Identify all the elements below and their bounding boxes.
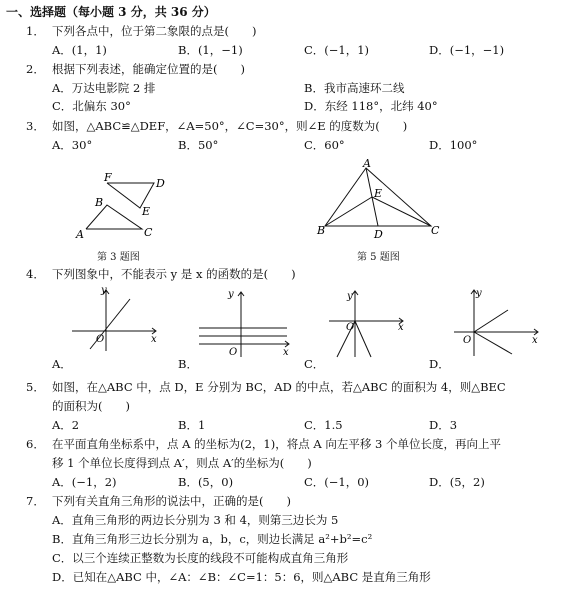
segment-be: [325, 197, 372, 226]
graph-a: [68, 285, 163, 355]
question-6-stem-continued: 移 1 个单位长度得到点 A′，则点 A′的坐标为( ): [52, 456, 312, 470]
question-7-stem: 下列有关直角三角形的说法中，正确的是( ): [52, 494, 291, 508]
question-5-option-c[interactable]: C．1.5: [304, 418, 343, 432]
question-7-option-d[interactable]: D．已知在△ABC 中，∠A：∠B：∠C=1：5：6，则△ABC 是直角三角形: [52, 570, 431, 584]
question-5-number: 5．: [26, 380, 45, 394]
question-6-number: 6．: [26, 437, 45, 451]
question-1-option-c[interactable]: C．(−1，1): [304, 43, 370, 57]
question-3-option-c[interactable]: C．60°: [304, 138, 345, 152]
question-5-stem: 如图，在△ABC 中，点 D，E 分别为 BC，AD 的中点，若△ABC 的面积为 4，则△BEC: [52, 380, 506, 394]
question-3-number: 3．: [26, 119, 45, 133]
question-3-option-a[interactable]: A．30°: [52, 138, 93, 152]
figure-5-diagram: [315, 158, 445, 244]
question-2-stem: 根据下列表述，能确定位置的是( ): [52, 62, 245, 76]
question-5-stem-continued: 的面积为( ): [52, 399, 130, 413]
question-4-option-c[interactable]: C．: [304, 357, 325, 371]
question-6-option-d[interactable]: D．(5，2): [429, 475, 485, 489]
graph-b-x-label: x: [283, 347, 289, 358]
question-2-option-d[interactable]: D．东经 118°，北纬 40°: [304, 99, 438, 113]
question-3-option-b[interactable]: B．50°: [178, 138, 219, 152]
question-5-option-d[interactable]: D．3: [429, 418, 458, 432]
figure-3-label-e: E: [142, 205, 151, 218]
question-7-number: 7．: [26, 494, 45, 508]
question-6-option-a[interactable]: A．(−1，2): [52, 475, 117, 489]
question-4-option-d[interactable]: D．: [429, 357, 450, 371]
graph-a-x-label: x: [151, 334, 157, 345]
graph-a-origin: O: [96, 334, 105, 345]
question-2-option-c[interactable]: C．北偏东 30°: [52, 99, 131, 113]
figure-5-label-e: E: [374, 187, 383, 200]
figure-3-label-d: D: [156, 177, 165, 190]
graph-c-origin: O: [346, 322, 355, 333]
figure-3-label-b: B: [95, 196, 104, 209]
question-1-option-a[interactable]: A．(1，1): [52, 43, 107, 57]
graph-d-origin: O: [463, 335, 472, 346]
graph-d-y-label: y: [476, 288, 482, 299]
figure-5-label-d: D: [374, 228, 383, 241]
question-4-stem: 下列图象中，不能表示 y 是 x 的函数的是( ): [52, 267, 296, 281]
graph-b-origin: O: [229, 347, 238, 358]
graph-a-y-label: y: [101, 285, 107, 296]
question-3-option-d[interactable]: D．100°: [429, 138, 478, 152]
question-6-stem: 在平面直角坐标系中，点 A 的坐标为(2，1)，将点 A 向左平移 3 个单位长度，再向上平: [52, 437, 501, 451]
question-1-option-d[interactable]: D．(−1，−1): [429, 43, 505, 57]
figure-5-label-b: B: [317, 224, 326, 237]
graph-c-ray-2: [355, 321, 371, 357]
question-3-stem: 如图，△ABC≌△DEF，∠A=50°，∠C=30°，则∠E 的度数为( ): [52, 119, 408, 133]
question-6-option-c[interactable]: C．(−1，0): [304, 475, 370, 489]
graph-b: [195, 285, 295, 360]
graph-c-x-label: x: [398, 322, 404, 333]
question-5-option-b[interactable]: B．1: [178, 418, 206, 432]
question-1-number: 1．: [26, 24, 45, 38]
section-title: 一、选择题（每小题 3 分，共 36 分）: [6, 5, 216, 19]
figure-3-label-f: F: [104, 171, 112, 184]
question-6-option-b[interactable]: B．(5，0): [178, 475, 234, 489]
graph-d-x-label: x: [532, 335, 538, 346]
figure-3-caption: 第 3 题图: [97, 252, 140, 263]
question-1-option-b[interactable]: B．(1，−1): [178, 43, 243, 57]
question-4-option-a[interactable]: A．: [52, 357, 72, 371]
question-7-option-c[interactable]: C．以三个连续正整数为长度的线段不可能构成直角三角形: [52, 551, 349, 565]
graph-c: [325, 287, 410, 359]
graph-d-ray-2: [474, 332, 512, 354]
question-4-number: 4．: [26, 267, 45, 281]
question-7-option-a[interactable]: A．直角三角形的两边长分别为 3 和 4，则第三边长为 5: [52, 513, 339, 527]
figure-3-label-c: C: [144, 226, 153, 239]
figure-5-label-c: C: [431, 224, 440, 237]
graph-d: [450, 286, 545, 358]
question-4-option-b[interactable]: B．: [178, 357, 198, 371]
question-1-stem: 下列各点中，位于第二象限的点是( ): [52, 24, 257, 38]
figure-3-label-a: A: [76, 228, 84, 241]
graph-b-y-label: y: [228, 289, 234, 300]
question-2-option-b[interactable]: B．我市高速环二线: [304, 81, 405, 95]
question-7-option-b[interactable]: B．直角三角形三边长分别为 a，b，c，则边长满足 a²+b²=c²: [52, 532, 373, 546]
graph-d-ray-1: [474, 310, 508, 332]
figure-5-caption: 第 5 题图: [357, 252, 400, 263]
figure-5-label-a: A: [363, 158, 371, 170]
segment-ec: [372, 197, 431, 226]
graph-c-y-label: y: [347, 291, 353, 302]
figure-3-diagram: [70, 165, 180, 243]
question-5-option-a[interactable]: A．2: [52, 418, 80, 432]
question-2-option-a[interactable]: A．万达电影院 2 排: [52, 81, 156, 95]
question-2-number: 2．: [26, 62, 45, 76]
